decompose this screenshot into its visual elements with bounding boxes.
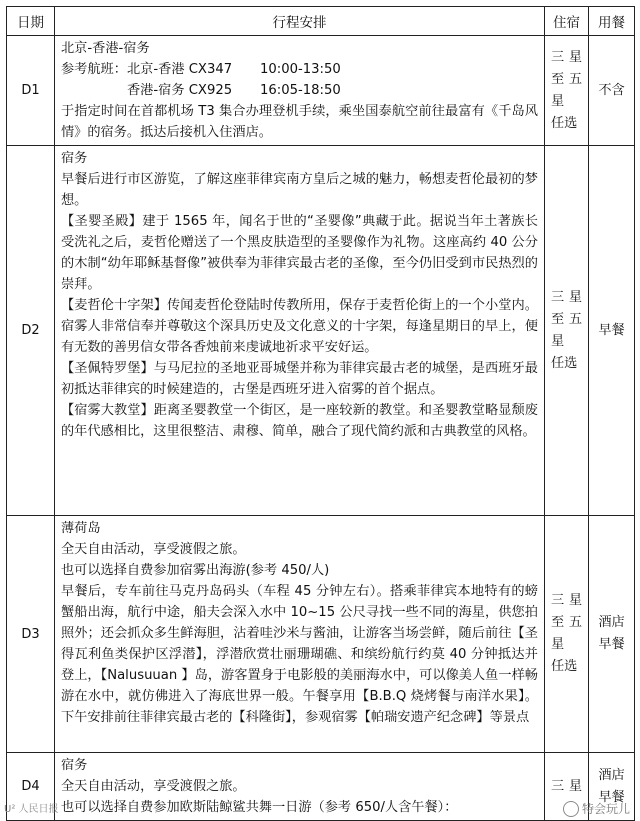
- stay-char: 五: [568, 71, 582, 87]
- stay-cell: [545, 516, 589, 753]
- plan-paragraph: 【麦哲伦十字架】传闻麦哲伦登陆时传教所用，保存于麦哲伦街上的一个小堂内。宿雾人非常信奉并尊敬这个深具历史及文化意义的十字架，每逢星期日的早上，便有无数的善男信女带各香烛前来虔诚地祈求平安好运。: [61, 298, 538, 355]
- stay-char: 三: [551, 289, 565, 305]
- stay-char: 任选: [551, 355, 578, 371]
- stay-char: 三: [551, 49, 565, 65]
- plan-cell: [55, 36, 545, 146]
- stay-char: 五: [568, 615, 582, 630]
- plan-cell: [55, 146, 545, 516]
- plan-paragraph: 也可以选择自费参加欧斯陆鲸鲨共舞一日游（参考 650/人含午餐）：: [61, 800, 458, 815]
- flight-time: 16:05-18:50: [260, 83, 341, 98]
- plan-paragraph: 于指定时间在首都机场 T3 集合办理登机手续，乘坐国泰航空前往最富有《千岛风情》的宿务。抵达后接机入住酒店。: [61, 104, 538, 140]
- stay-char: 三: [551, 593, 565, 608]
- stay-cell: [545, 36, 589, 146]
- itinerary-page: [6, 6, 634, 821]
- meal-cell: 早餐: [589, 146, 635, 516]
- day-row-d1: [7, 36, 635, 146]
- plan-paragraph: 【圣婴圣殿】建于 1565 年，闻名于世的“圣婴像”典藏于此。据说当年土著族长受洗礼之后，麦哲伦赠送了一个黑皮肤造型的圣婴像作为礼物。这座高约 40 公分的木制“幼年耶稣基督像”被供奉为菲律宾最古老的圣像，至今仍旧受到市民热烈的崇拜。: [61, 214, 538, 292]
- stay-char: 至: [551, 615, 565, 630]
- plan-title: 宿务: [61, 758, 88, 773]
- stay-char: 任选: [551, 115, 578, 131]
- header-meal: 用餐: [589, 7, 635, 36]
- flight-line-1: [61, 59, 538, 80]
- flight-time: 10:00-13:50: [260, 62, 341, 77]
- plan-paragraph: 也可以选择自费参加宿雾出海游(参考 450/人): [61, 563, 330, 578]
- meal-line: 酒店: [598, 767, 625, 783]
- plan-cell: [55, 753, 545, 821]
- stay-cell: [545, 146, 589, 516]
- meal-line: 酒店: [598, 615, 625, 630]
- plan-title: 北京-香港-宿务: [61, 41, 150, 56]
- header-row: [7, 7, 635, 36]
- plan-cell: [55, 516, 545, 753]
- stay-char: 至: [551, 71, 565, 87]
- day-label: D3: [7, 516, 55, 753]
- stay-char: 至: [551, 311, 565, 327]
- stay-char: 星: [551, 637, 565, 652]
- stay-char: 任选: [551, 659, 578, 674]
- meal-line: 早餐: [598, 789, 625, 805]
- stay-char: 星: [568, 778, 582, 794]
- stay-char: 星: [551, 333, 565, 349]
- stay-char: 五: [568, 311, 582, 327]
- watermark-text: 特会玩儿: [581, 802, 630, 816]
- stay-char: 星: [568, 593, 582, 608]
- watermark-right: [563, 800, 630, 817]
- plan-title: 宿务: [61, 151, 88, 166]
- day-row-d3: [7, 516, 635, 753]
- watermark-left: U² 人民日报: [4, 804, 59, 815]
- stay-char: 三: [551, 778, 565, 794]
- meal-line: 早餐: [598, 637, 625, 652]
- meal-cell: [589, 516, 635, 753]
- account-logo-icon: [563, 801, 579, 817]
- plan-paragraph: 全天自由活动，享受渡假之旅。: [61, 779, 246, 794]
- flight-label: 参考航班：: [61, 62, 127, 77]
- header-day: 日期: [7, 7, 55, 36]
- header-stay: 住宿: [545, 7, 589, 36]
- plan-paragraph: 早餐后进行市区游览，了解这座菲律宾南方皇后之城的魅力，畅想麦哲伦最初的梦想。: [61, 172, 538, 208]
- plan-paragraph: 【宿雾大教堂】距离圣婴教堂一个街区，是一座较新的教堂。和圣婴教堂略显颓废的年代感相比，这里很整洁、肃穆、简单，融合了现代简约派和古典教堂的风格。: [61, 403, 538, 439]
- header-plan: 行程安排: [55, 7, 545, 36]
- stay-char: 星: [568, 289, 582, 305]
- stay-char: 星: [568, 49, 582, 65]
- day-row-d4: [7, 753, 635, 821]
- flight-route: 香港-宿务 CX925: [127, 83, 233, 98]
- plan-title: 薄荷岛: [61, 521, 101, 536]
- flight-line-2: [61, 80, 538, 101]
- meal-cell: 不含: [589, 36, 635, 146]
- plan-paragraph: 全天自由活动，享受渡假之旅。: [61, 542, 246, 557]
- plan-paragraph: 【圣佩特罗堡】与马尼拉的圣地亚哥城堡并称为菲律宾最古老的城堡，是西班牙最初抵达菲律宾的时候建造的，古堡是西班牙进入宿雾的首个据点。: [61, 361, 538, 397]
- day-label: D4: [7, 753, 55, 821]
- flight-route: 北京-香港 CX347: [127, 62, 233, 77]
- day-row-d2: [7, 146, 635, 516]
- day-label: D2: [7, 146, 55, 516]
- stay-char: 星: [551, 93, 565, 109]
- itinerary-table: [6, 6, 635, 821]
- plan-paragraph: 早餐后，专车前往马克丹岛码头（车程 45 分钟左右）。搭乘菲律宾本地特有的螃蟹船出海，航行中途，船夫会深入水中 10~15 公尺寻找一些不同的海星，供您拍照外；还会抓众多生鲜海胆，沾着哇沙米与酱油，让游客当场尝鲜，随后前往【圣得瓦利鱼类保护区浮潜】，浮潜欣赏壮丽珊瑚礁、和缤纷航行约莫 40 分钟抵达并登上，【Nalusuuan 】岛，游客置身于电影般的美丽海水中，可以像美人鱼一样畅游在水中，就仿佛进入了海底世界一般。午餐享用【B.B.Q 烧烤餐与南洋水果】。下午安排前往菲律宾最古老的【科隆街】，参观宿雾【帕瑞安遗产纪念碑】等景点: [61, 584, 538, 725]
- day-label: D1: [7, 36, 55, 146]
